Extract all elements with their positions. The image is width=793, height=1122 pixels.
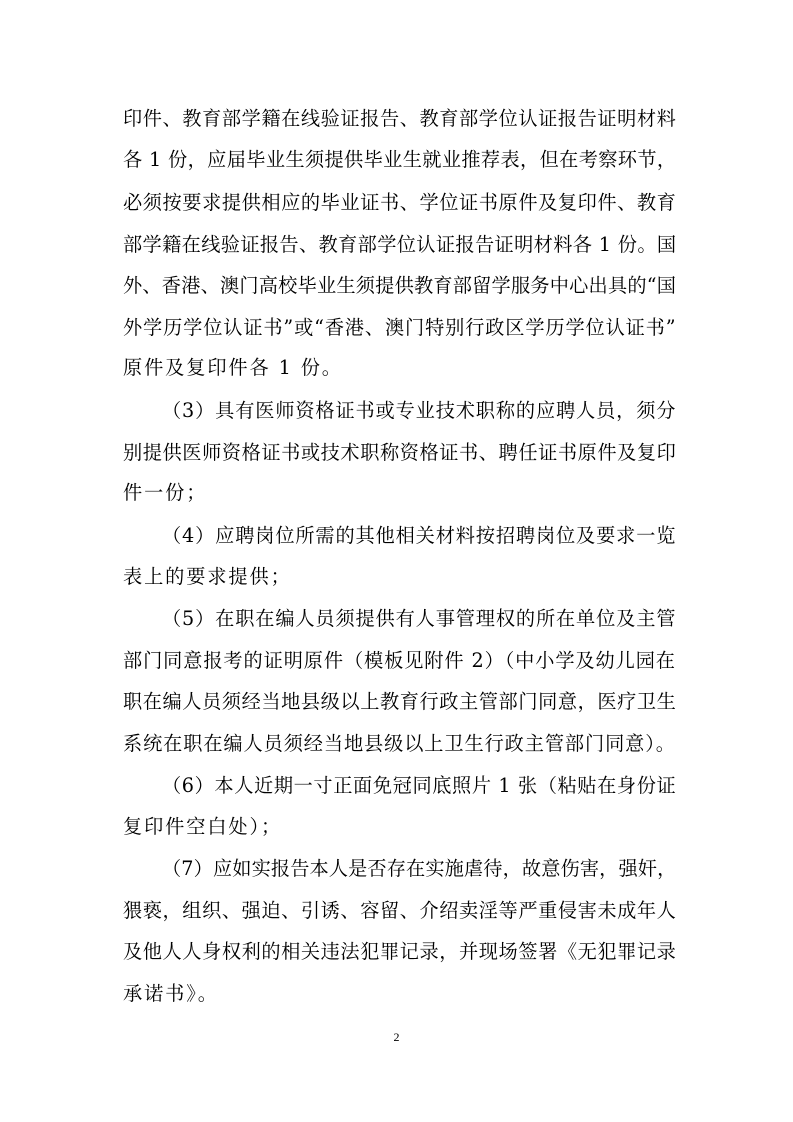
page-number: 2 <box>393 1030 400 1044</box>
text-line: 系统在职在编人员须经当地县级以上卫生行政主管部门同意）。 <box>123 732 676 755</box>
text-line: 别提供医师资格证书或技术职称资格证书、聘任证书原件及复印 <box>123 441 677 464</box>
text-line: 猥亵，组织、强迫、引诱、容留、介绍卖淫等严重侵害未成年人 <box>123 899 677 922</box>
text-line: 部门同意报考的证明原件（模板见附件 2）（中小学及幼儿园在 <box>123 649 676 672</box>
text-line: 必须按要求提供相应的毕业证书、学位证书原件及复印件、教育 <box>123 191 677 214</box>
text-line: （6）本人近期一寸正面免冠同底照片 1 张（粘贴在身份证 <box>162 774 677 797</box>
text-line: 各 1 份，应届毕业生须提供毕业生就业推荐表，但在考察环节， <box>123 148 677 171</box>
text-line: 印件、教育部学籍在线验证报告、教育部学位认证报告证明材料 <box>123 107 677 130</box>
text-line: 件一份； <box>123 481 208 504</box>
text-line: 及他人人身权利的相关违法犯罪记录，并现场签署《无犯罪记录 <box>123 940 677 963</box>
text-line: 承诺书》。 <box>123 982 219 1005</box>
text-line: 外、香港、澳门高校毕业生须提供教育部留学服务中心出具的“国 <box>123 274 677 297</box>
text-line: 外学历学位认证书”或“香港、澳门特别行政区学历学位认证书” <box>123 316 677 339</box>
text-line: 原件及复印件各 1 份。 <box>123 356 343 379</box>
text-line: （3）具有医师资格证书或专业技术职称的应聘人员，须分 <box>162 399 677 422</box>
text-line: 部学籍在线验证报告、教育部学位认证报告证明材料各 1 份。国 <box>123 233 677 256</box>
text-line: 复印件空白处）； <box>123 815 283 838</box>
text-line: 职在编人员须经当地县级以上教育行政主管部门同意，医疗卫生 <box>123 690 677 713</box>
text-line: （7）应如实报告本人是否存在实施虐待，故意伤害，强奸， <box>162 857 677 880</box>
text-line: （5）在职在编人员须提供有人事管理权的所在单位及主管 <box>162 607 677 630</box>
text-line: （4）应聘岗位所需的其他相关材料按招聘岗位及要求一览 <box>162 524 677 547</box>
text-line: 表上的要求提供； <box>123 565 292 588</box>
